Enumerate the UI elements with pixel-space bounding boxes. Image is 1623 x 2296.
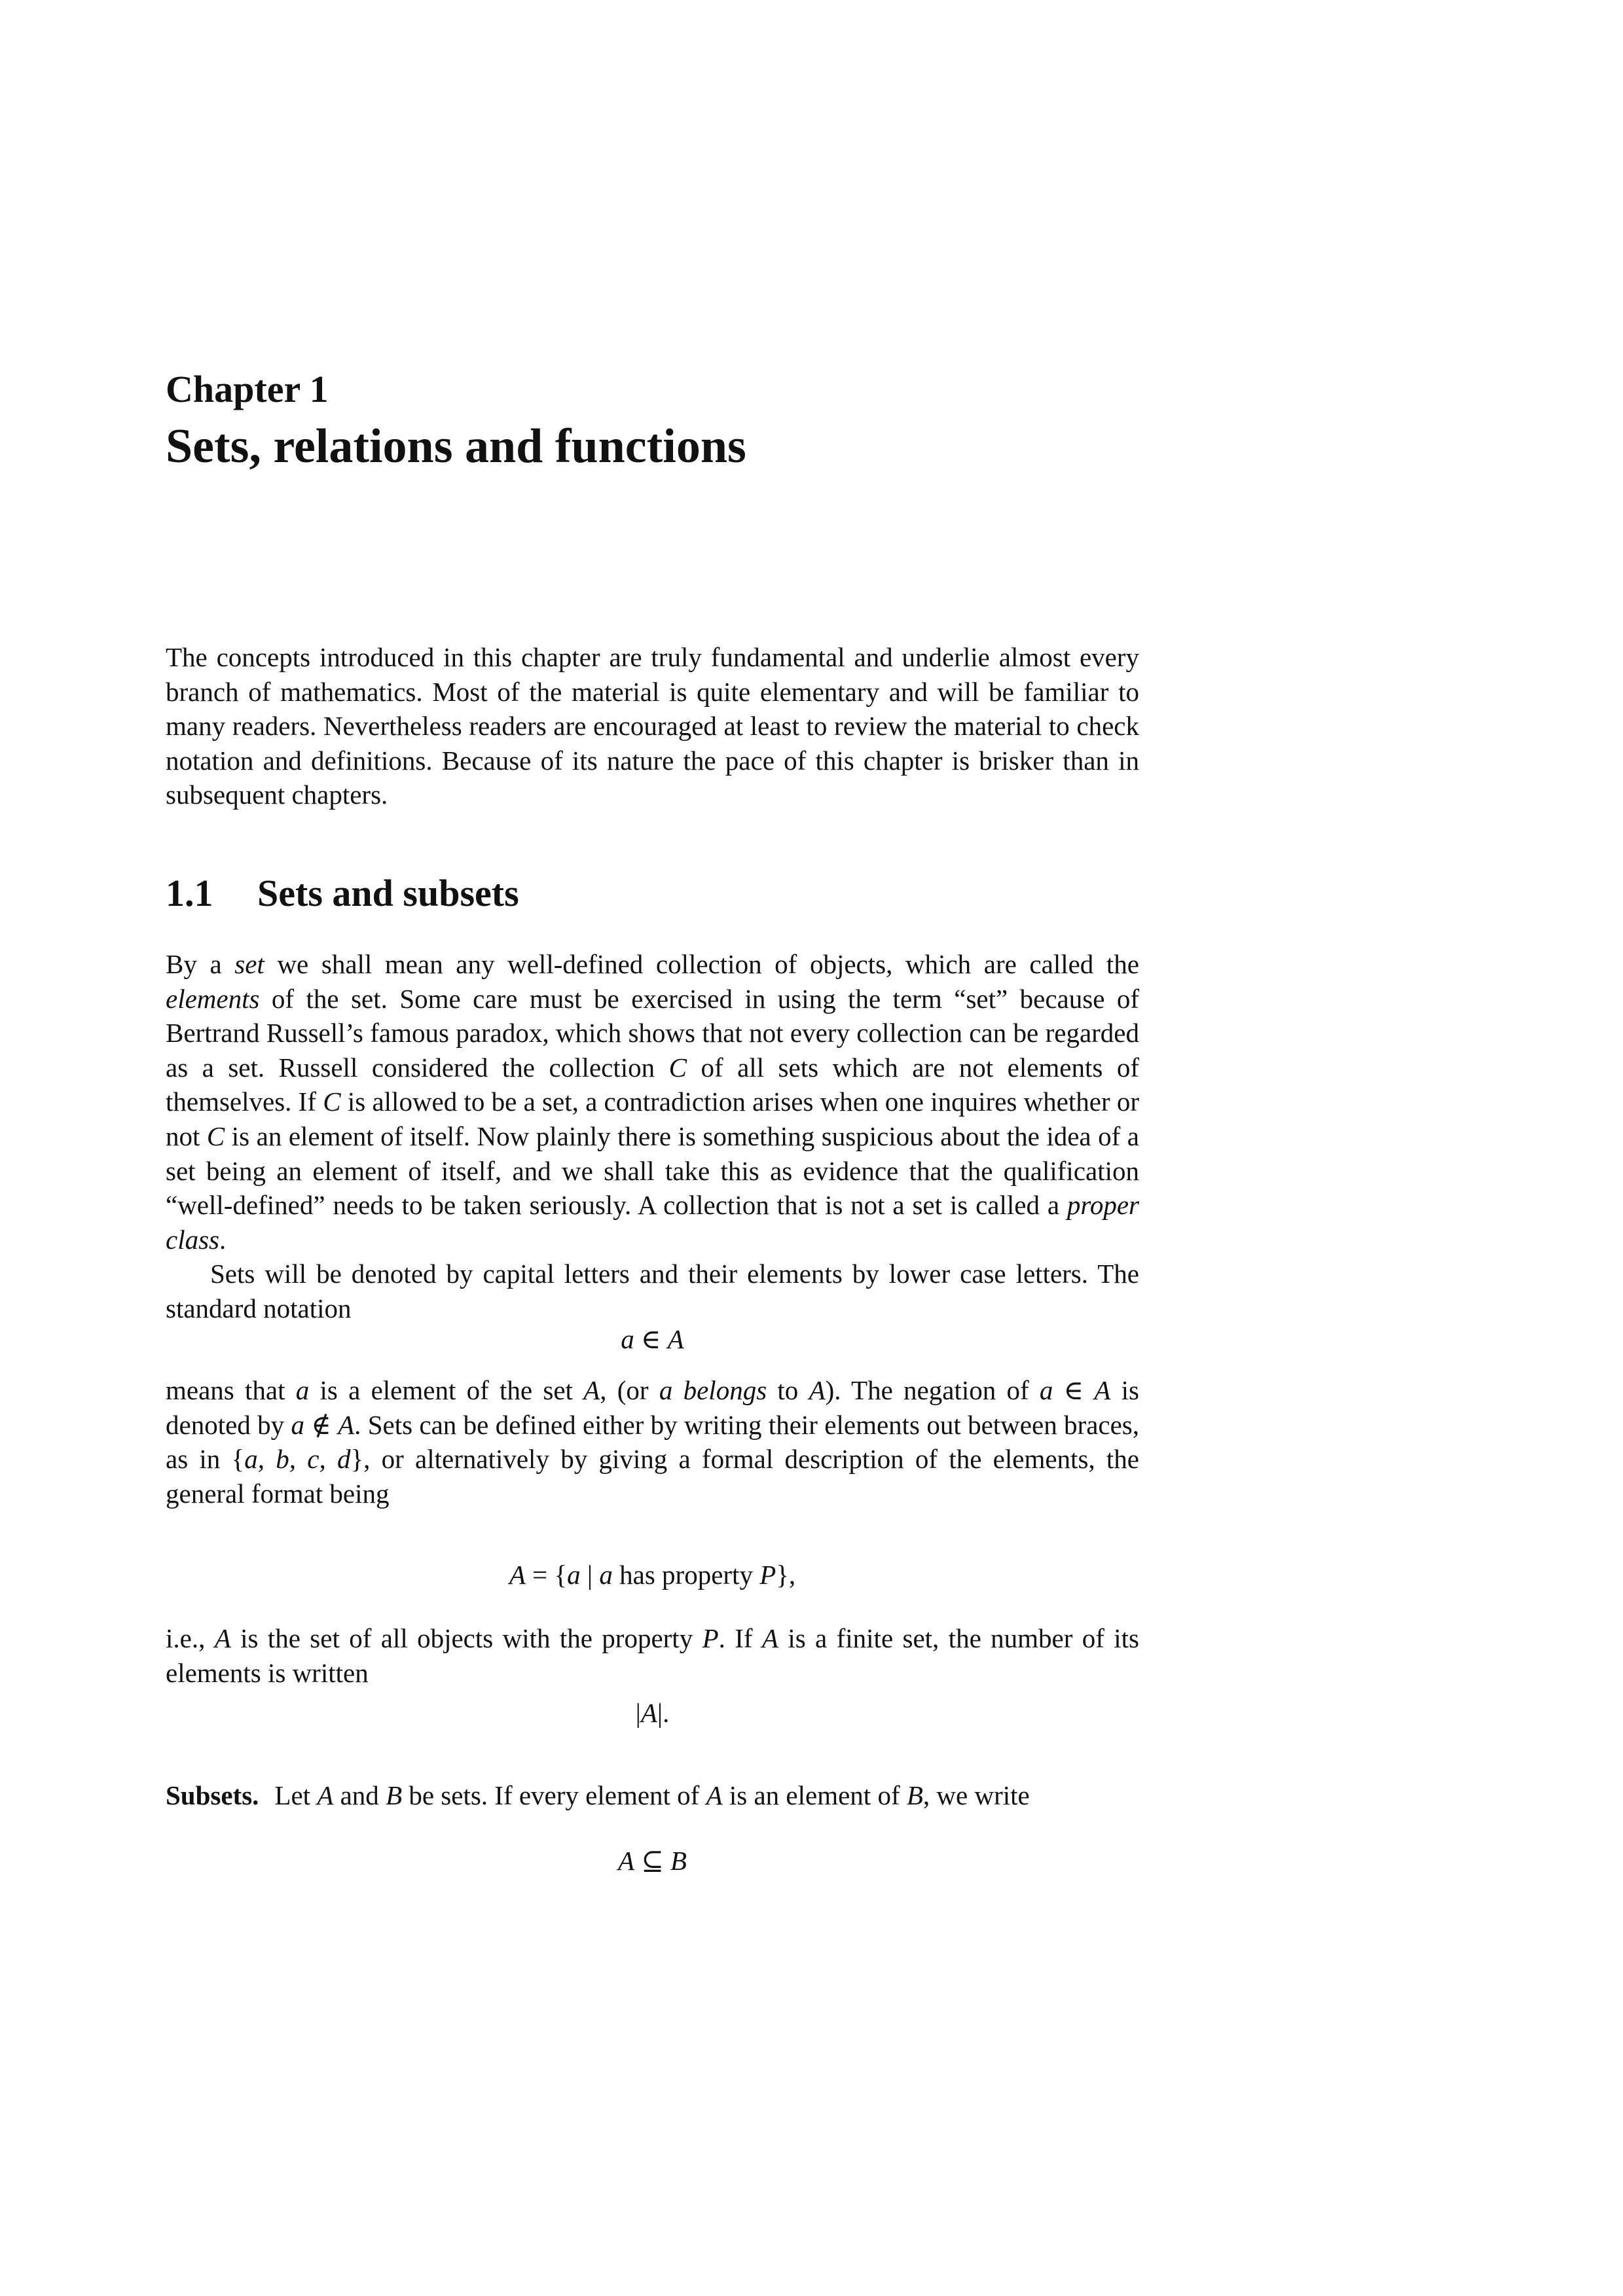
- paragraph-membership: means that a is a element of the set A, (or a belongs to A). The negation of a ∈ A is denoted by a ∉ A. Sets can be defined either by writing their elements out between braces, as in {a, b, c, d}, or alternatively by giving a formal description of the elements, the general format being: [166, 1375, 1139, 1509]
- section-number: 1.1: [166, 872, 213, 914]
- chapter-title: Sets, relations and functions: [166, 420, 746, 473]
- paragraph-cardinality: i.e., A is the set of all objects with the property P. If A is a finite set, the number of its elements is written: [166, 1623, 1140, 1688]
- section-heading: [166, 870, 519, 916]
- chapter-label: Chapter 1: [166, 368, 329, 410]
- intro-paragraph: [166, 640, 1139, 812]
- body-text-1: [166, 947, 1139, 1326]
- intro-text: The concepts introduced in this chapter are truly fundamental and underlie almost every branch of mathematics. Most of the material is quite elementary and will be familiar to many readers. Nevertheless readers are encouraged at least to review the material to check notation and definitions. Because of its nature the pace of this chapter is brisker than in subsequent chapters.: [166, 642, 1139, 810]
- emph-elements: elements: [166, 983, 260, 1014]
- math-cardinality: |A|.: [635, 1698, 670, 1728]
- math-element-of: a ∈ A: [621, 1324, 684, 1354]
- math-subset: A ⊆ B: [618, 1846, 687, 1876]
- body-text-3: [166, 1621, 1139, 1690]
- body-text-4: [166, 1778, 1139, 1813]
- paragraph-set-definition: By a set we shall mean any well-defined collection of objects, which are called the elements of the set. Some care must be exercised in using the term “set” because of Bertrand Russell’s famous paradox, which shows that not every collection can be regarded as a set. Russell considered the collection C of all sets which are not elements of themselves. If C is allowed to be a set, a contradiction arises when one inquires whether or not C is an element of itself. Now plainly there is something suspicious about the idea of a set being an element of itself, and we shall take this as evidence that the qualification “well-defined” needs to be taken seriously. A collection that is not a set is called a proper class.: [166, 949, 1140, 1255]
- paragraph-notation: Sets will be denoted by capital letters and their elements by lower case letters. The standard notation: [166, 1259, 1139, 1323]
- section-title: Sets and subsets: [257, 872, 519, 914]
- emph-proper-class: proper class: [166, 1190, 1139, 1255]
- subsets-heading: Subsets.: [166, 1780, 259, 1810]
- paragraph-subsets: Subsets. Let A and B be sets. If every element of A is an element of B, we write: [166, 1780, 1030, 1810]
- page: [166, 0, 1139, 2296]
- emph-set: set: [234, 949, 264, 979]
- emph-a-belongs: a belongs: [659, 1375, 767, 1405]
- math-set-builder: A = {a | a has property P},: [509, 1560, 796, 1590]
- body-text-2: [166, 1373, 1139, 1511]
